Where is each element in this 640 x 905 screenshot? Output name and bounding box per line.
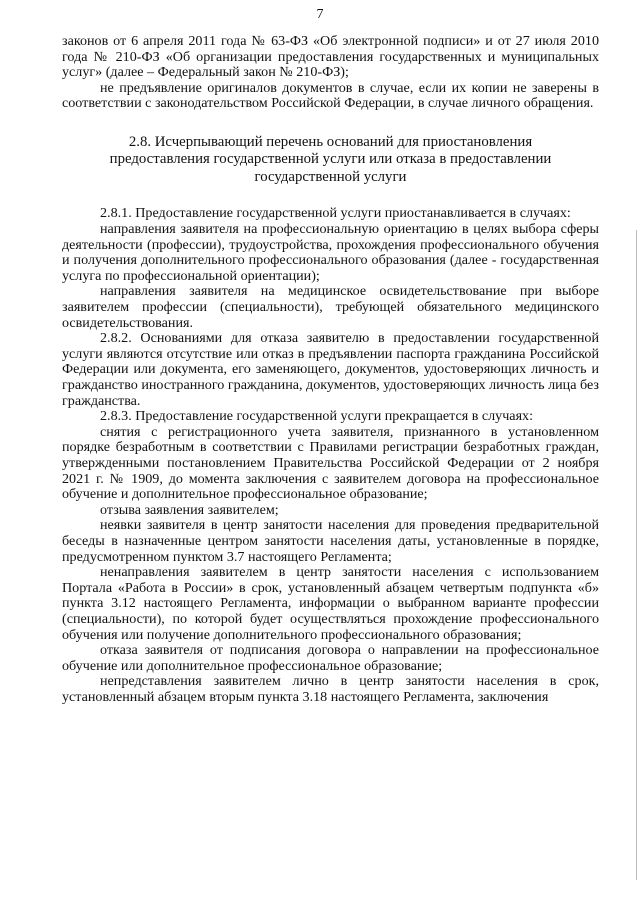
list-item: направления заявителя на медицинское освидетельствование при выборе заявителем профессии (специальности), требующей обязательного медицинского освидетельствования. bbox=[62, 283, 599, 331]
paragraph-2-8-1: 2.8.1. Предоставление государственной услуги приостанавливается в случаях: bbox=[100, 205, 571, 222]
list-item: снятия с регистрационного учета заявителя, признанного в установленном порядке безработным в соответствии с Правилами регистрации безработных граждан, утвержденными постановлением Правительства Российской Федерации от 2 ноября 2021 г. № 1909, до момента заключения с заявителем договора на профессиональное обучение и дополнительное профессиональное образование; bbox=[62, 423, 599, 503]
list-item: непредставления заявителем лично в центр занятости населения в срок, установленный абзацем вторым пункта 3.18 настоящего Регламента, заключения bbox=[62, 673, 599, 705]
paragraph-2-8-3: 2.8.3. Предоставление государственной услуги прекращается в случаях: bbox=[100, 408, 534, 425]
scan-edge-line bbox=[636, 230, 637, 880]
intro-paragraph: не предъявление оригиналов документов в случае, если их копии не заверены в соответствии с законодательством Российской Федерации, в случае личного обращения. bbox=[62, 79, 599, 112]
list-item: направления заявителя на профессиональную ориентацию в целях выбора сферы деятельности (профессии), трудоустройства, прохождения профессионального обучения и получения дополнительного профессионального образования (далее - государственная услуга по профессиональной ориентации); bbox=[62, 221, 599, 284]
intro-paragraph: законов от 6 апреля 2011 года № 63-ФЗ «Об электронной подписи» и от 27 июля 2010 года № 210-ФЗ «Об организации предоставления государственных и муниципальных услуг» (далее – Федеральный закон № 210-ФЗ); bbox=[62, 33, 599, 81]
list-item: отказа заявителя от подписания договора о направлении на профессиональное обучение или дополнительное профессиональное образование; bbox=[62, 642, 599, 674]
list-item: неявки заявителя в центр занятости населения для проведения предварительной беседы в назначенные центром занятости населения даты, установленные в порядке, предусмотренном пунктом 3.7 настоящего Регламента; bbox=[62, 517, 599, 565]
list-item: отзыва заявления заявителем; bbox=[100, 501, 279, 518]
document-body bbox=[62, 34, 599, 705]
paragraph-2-8-2: 2.8.2. Основаниями для отказа заявителю в предоставлении государственной услуги являются отсутствие или отказ в предъявлении паспорта гражданина Российской Федерации или документа, его заменяющего, документов, удостоверяющих личность и гражданство иностранного гражданина, документов, удостоверяющих личность лица без гражданства. bbox=[62, 330, 599, 409]
list-item: ненаправления заявителем в центр занятости населения с использованием Портала «Работа в России» в срок, установленный абзацем четвертым подпункта «б» пункта 3.12 настоящего Регламента, информации о выбранном варианте профессии (специальности), по которой будет осуществляться прохождение профессионального обучения или получение дополнительного профессионального образования; bbox=[62, 564, 599, 643]
section-heading: 2.8. Исчерпывающий перечень оснований для приостановления предоставления государственной услуги или отказа в предоставлении государственной услуги bbox=[109, 133, 552, 185]
page-number: 7 bbox=[316, 7, 324, 22]
